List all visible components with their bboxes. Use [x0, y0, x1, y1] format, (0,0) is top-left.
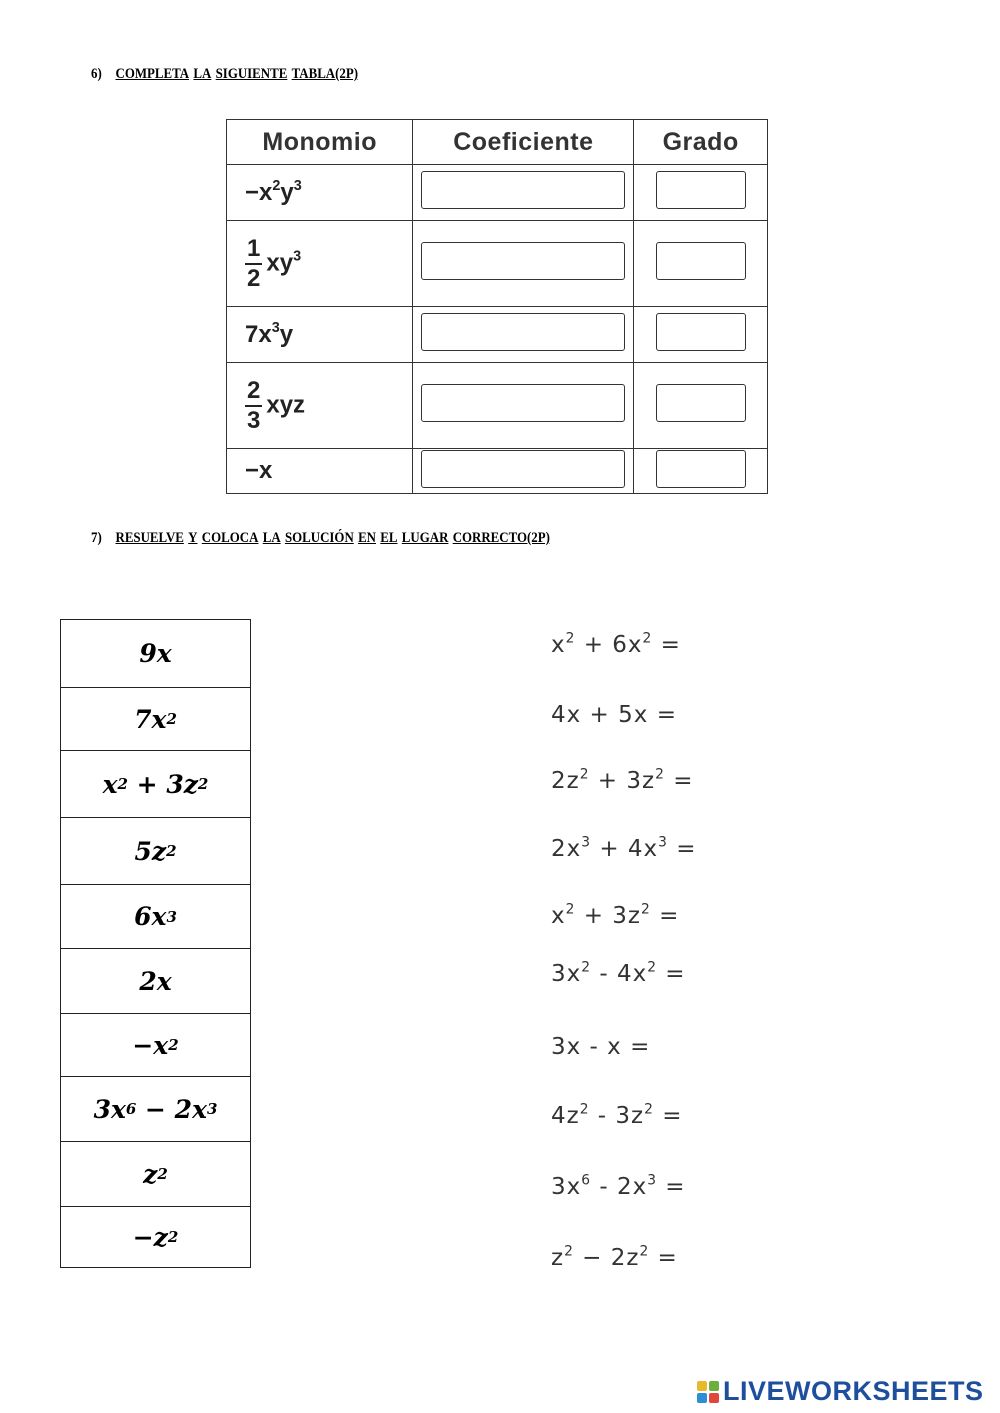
heading-word: COLOCA [201, 530, 259, 546]
table-row [227, 307, 768, 363]
table-row [227, 165, 768, 221]
table-row [227, 449, 768, 494]
logo-square [709, 1381, 719, 1391]
logo-square [697, 1381, 707, 1391]
draggable-answer[interactable]: x 2 + 3 z 2 [61, 750, 250, 817]
section-number: 7) [91, 530, 102, 546]
degree-input[interactable] [656, 384, 746, 422]
degree-cell [634, 221, 768, 307]
header-grado: Grado [634, 120, 768, 165]
degree-input[interactable] [656, 450, 746, 488]
heading-word: SOLUCIÓN [284, 530, 354, 546]
heading-word: TABLA(2P) [291, 66, 359, 82]
fraction: $\frac{2}{3}$ [247, 376, 261, 434]
degree-cell [634, 449, 768, 494]
answer-drop-zone[interactable] [650, 1053, 660, 1054]
draggable-answer[interactable]: 2 x [61, 948, 250, 1013]
answer-drop-zone[interactable] [679, 922, 689, 923]
heading-word: EN [358, 530, 376, 546]
draggable-answer[interactable]: 3 x 6 − 2 x 3 [61, 1076, 250, 1141]
coefficient-input[interactable] [421, 450, 625, 488]
answer-drop-zone[interactable] [681, 651, 691, 652]
coefficient-input[interactable] [421, 384, 625, 422]
expression-row: $3x^6 - 2x^3$ = [551, 1174, 696, 1200]
degree-input[interactable] [656, 313, 746, 351]
answer-drop-zone[interactable] [683, 1122, 693, 1123]
heading-word: SIGUIENTE [215, 66, 288, 82]
answer-drop-zone[interactable] [697, 855, 707, 856]
header-monomio: Monomio [227, 120, 413, 165]
answer-options-column [60, 619, 251, 1268]
expression-row: $2x^3 + 4x^3$ = [551, 836, 707, 862]
logo-icon [697, 1381, 719, 1403]
monomial-cell: −x [227, 449, 413, 494]
logo-square [709, 1393, 719, 1403]
expression-row: 3x - x = [551, 1034, 660, 1060]
answer-drop-zone[interactable] [693, 787, 703, 788]
coefficient-cell [413, 165, 634, 221]
logo-square [697, 1393, 707, 1403]
draggable-answer[interactable]: z 2 [61, 1141, 250, 1206]
degree-cell [634, 165, 768, 221]
section-number: 6) [91, 66, 102, 82]
monomial-cell: $\frac{2}{3}$ xyz [227, 363, 413, 449]
expression-row: $3x^2 - 4x^2$ = [551, 961, 696, 987]
coefficient-cell [413, 449, 634, 494]
section-6-heading [91, 66, 362, 83]
monomial-cell: $7x^3y$ [227, 307, 413, 363]
heading-word: LA [193, 66, 212, 82]
expression-row: $x^2 + 6x^2$ = [551, 632, 691, 658]
table-row [227, 221, 768, 307]
draggable-answer[interactable]: 5 z 2 [61, 817, 250, 884]
table-row [227, 363, 768, 449]
heading-word: Y [188, 530, 198, 546]
degree-cell [634, 307, 768, 363]
header-coeficiente: Coeficiente [413, 120, 634, 165]
fraction: $\frac{1}{2}$ [247, 234, 261, 292]
logo-text: LIVEWORKSHEETS [723, 1376, 984, 1406]
monomial-cell: $\frac{1}{2}$ $xy^3$ [227, 221, 413, 307]
coefficient-cell [413, 307, 634, 363]
coefficient-input[interactable] [421, 171, 625, 209]
section-7-heading [91, 530, 554, 547]
degree-input[interactable] [656, 242, 746, 280]
expression-row: 4x + 5x = [551, 702, 687, 728]
draggable-answer[interactable]: − x 2 [61, 1013, 250, 1076]
degree-cell [634, 363, 768, 449]
draggable-answer[interactable]: 9 x [139, 639, 172, 668]
liveworksheets-logo [697, 1376, 984, 1407]
answer-drop-zone[interactable] [678, 1264, 688, 1265]
monomial-cell: $-x^2y^3$ [227, 165, 413, 221]
heading-word: LA [262, 530, 281, 546]
draggable-answer[interactable]: − z 2 [61, 1206, 250, 1267]
heading-word: COMPLETA [115, 66, 190, 82]
monomial-table [226, 119, 768, 494]
answer-drop-zone[interactable] [686, 1193, 696, 1194]
degree-input[interactable] [656, 171, 746, 209]
expression-row: $x^2 + 3z^2$ = [551, 903, 689, 929]
coefficient-input[interactable] [421, 242, 625, 280]
expression-row: $2z^2 + 3z^2$ = [551, 768, 703, 794]
draggable-answer[interactable]: 7 x 2 [61, 687, 250, 750]
answer-drop-zone[interactable] [677, 721, 687, 722]
coefficient-cell [413, 363, 634, 449]
heading-word: RESUELVE [115, 530, 184, 546]
expression-row: $z^2 - 2z^2$ = [551, 1245, 688, 1271]
heading-word: LUGAR [401, 530, 449, 546]
expression-row: $4z^2 - 3z^2$ = [551, 1103, 693, 1129]
heading-word: EL [380, 530, 398, 546]
table-header-row [227, 120, 768, 165]
answer-drop-zone[interactable] [686, 980, 696, 981]
heading-word: CORRECTO(2P) [452, 530, 550, 546]
draggable-answer[interactable]: 6 x 3 [61, 884, 250, 948]
coefficient-cell [413, 221, 634, 307]
coefficient-input[interactable] [421, 313, 625, 351]
